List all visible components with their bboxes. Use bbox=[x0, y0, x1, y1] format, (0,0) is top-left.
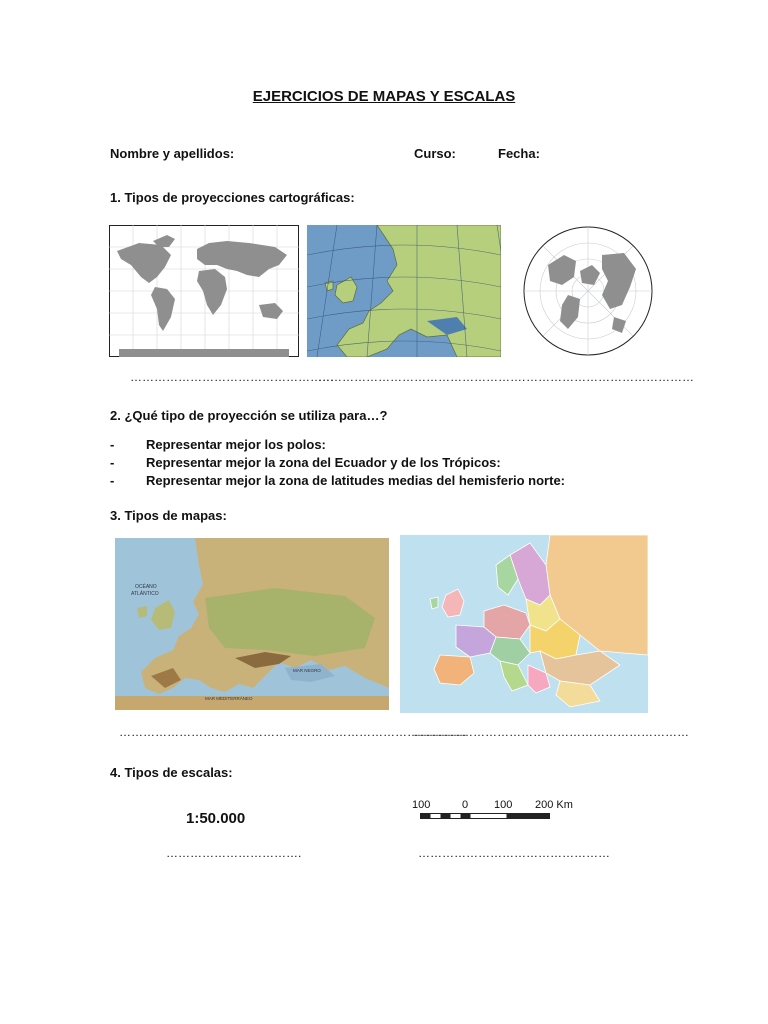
map-type-blank-2[interactable]: …………………………………………………………… bbox=[413, 725, 689, 739]
scale-tick-label: 100 bbox=[412, 799, 431, 811]
black-sea-label: MAR NEGRO bbox=[293, 668, 321, 673]
name-label: Nombre y apellidos: bbox=[110, 146, 235, 161]
numeric-scale: 1:50.000 bbox=[186, 810, 246, 827]
projection-blank-2[interactable]: ……………………………………………. bbox=[318, 370, 526, 384]
map-type-blank-1[interactable]: …………………………………………………………………………… bbox=[119, 725, 467, 739]
list-item: - Representar mejor la zona del Ecuador y de los Trópicos: bbox=[110, 454, 565, 472]
azimuthal-projection-map bbox=[518, 225, 658, 357]
scale-tick-label: 100 bbox=[494, 799, 513, 811]
cylindrical-projection-map bbox=[109, 225, 299, 357]
conic-projection-map bbox=[307, 225, 501, 357]
political-map-europe bbox=[400, 535, 648, 713]
mediterranean-label: MAR MEDITERRÁNEO bbox=[205, 696, 253, 701]
page-title: EJERCICIOS DE MAPAS Y ESCALAS bbox=[252, 88, 516, 105]
list-item: - Representar mejor la zona de latitudes medias del hemisferio norte: bbox=[110, 472, 565, 490]
projection-question-list bbox=[110, 436, 565, 490]
scale-type-blank-2[interactable]: ………………………………………… bbox=[418, 846, 610, 860]
scale-type-blank-1[interactable]: ……………………………. bbox=[166, 846, 302, 860]
graphic-scale bbox=[410, 798, 575, 824]
scale-tick-label: 0 bbox=[462, 799, 469, 811]
section4-heading: 4. Tipos de escalas: bbox=[110, 765, 233, 780]
course-label: Curso: bbox=[414, 146, 456, 161]
scale-tick-label: 200 Km bbox=[535, 799, 573, 811]
atlantic-label: ATLÁNTICO bbox=[131, 591, 159, 597]
list-item: - Representar mejor los polos: bbox=[110, 436, 565, 454]
projection-blank-1[interactable]: …………………………………………… bbox=[130, 370, 334, 384]
section3-heading: 3. Tipos de mapas: bbox=[110, 508, 227, 523]
section1-heading: 1. Tipos de proyecciones cartográficas: bbox=[110, 190, 355, 205]
scale-bar bbox=[420, 812, 550, 820]
ocean-label: OCÉANO bbox=[135, 584, 157, 590]
projection-blank-3[interactable]: …………………………………… bbox=[526, 370, 694, 384]
date-label: Fecha: bbox=[498, 146, 540, 161]
physical-map-europe bbox=[115, 538, 389, 710]
section2-heading: 2. ¿Qué tipo de proyección se utiliza para…? bbox=[110, 408, 388, 423]
